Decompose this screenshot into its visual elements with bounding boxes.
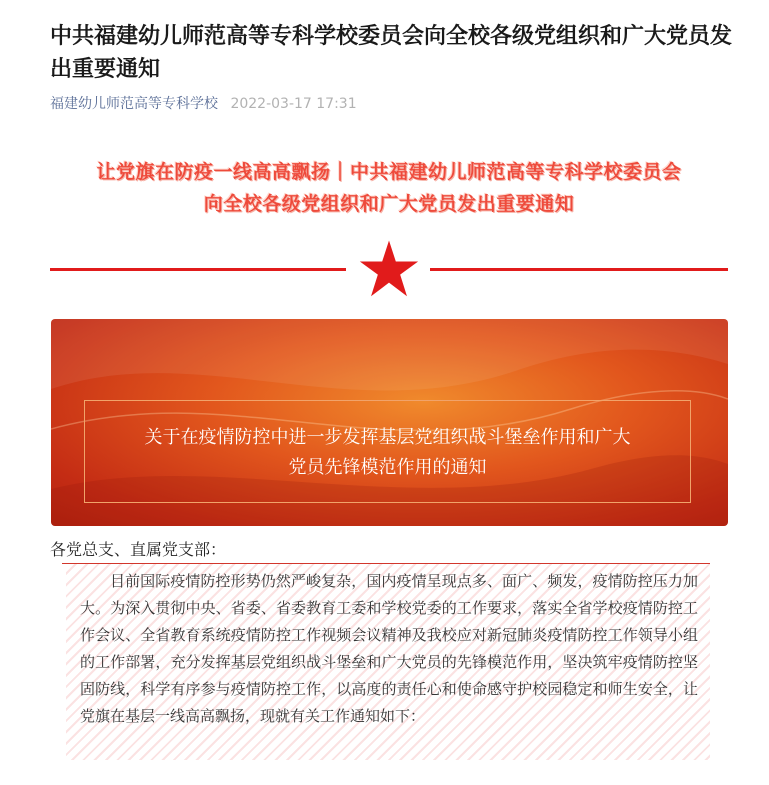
notice-card: [51, 319, 728, 526]
banner-heading-line-1: 让党旗在防疫一线高高飘扬｜中共福建幼儿师范高等专科学校委员会: [96, 161, 682, 183]
notice-title: [85, 423, 690, 483]
body-paragraph: 目前国际疫情防控形势仍然严峻复杂，国内疫情呈现点多、面广、频发，疫情防控压力加大。为深入贯彻中央、省委、省委教育工委和学校党委的工作要求，落实全省学校疫情防控工作会议、全省教育系统疫情防控工作视频会议精神及我校应对新冠肺炎疫情防控工作领导小组的工作部署，充分发挥基层党组织战斗堡垒和广大党员的先锋模范作用，坚决筑牢疫情防控坚固防线，科学有序参与疫情防控工作，以高度的责任心和使命感守护校园稳定和师生安全，让党旗在基层一线高高飘扬，现就有关工作通知如下：: [80, 572, 698, 725]
notice-title-line-1: 关于在疫情防控中进一步发挥基层党组织战斗堡垒作用和广大: [144, 427, 631, 448]
article-title: 中共福建幼儿师范高等专科学校委员会向全校各级党组织和广大党员发出重要通知: [50, 24, 733, 82]
article-meta: [50, 94, 357, 114]
notice-title-box: [84, 400, 691, 503]
publish-time: 2022-03-17 17:31: [230, 96, 357, 112]
banner-heading: [50, 156, 728, 220]
account-name-link[interactable]: 福建幼儿师范高等专科学校: [50, 96, 218, 112]
body-panel: [66, 564, 710, 760]
divider-left-line: [50, 268, 346, 271]
salutation: 各党总支、直属党支部：: [50, 540, 227, 559]
divider-right-line: [430, 268, 728, 271]
banner-heading-line-2: 向全校各级党组织和广大党员发出重要通知: [203, 193, 575, 215]
notice-title-line-2: 党员先锋模范作用的通知: [288, 457, 487, 478]
red-star-icon: [358, 238, 420, 300]
